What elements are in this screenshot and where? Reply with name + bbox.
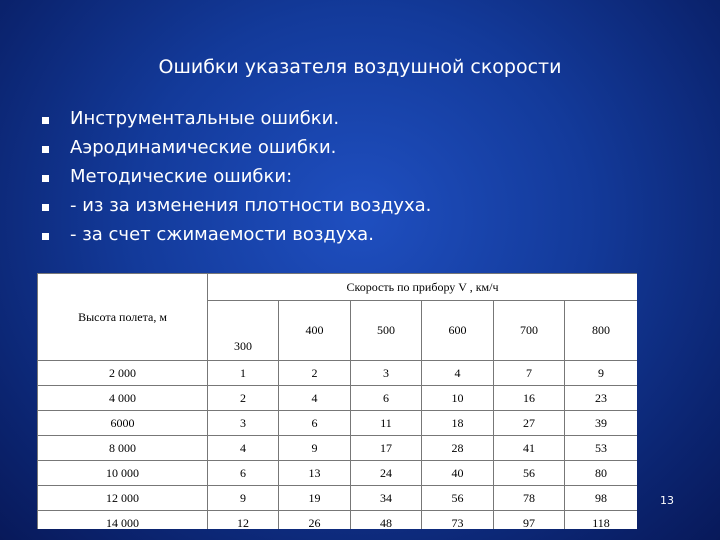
- table-row: [38, 461, 638, 486]
- bullet-text: - из за изменения плотности воздуха.: [70, 195, 432, 216]
- error-value-cell: 28: [422, 436, 494, 461]
- column-header: 500: [351, 301, 422, 361]
- error-value-cell: 26: [279, 511, 351, 530]
- error-value-cell: 3: [208, 411, 279, 436]
- error-value-cell: 56: [422, 486, 494, 511]
- table-row: [38, 411, 638, 436]
- altitude-cell: 14 000: [38, 511, 208, 530]
- error-value-cell: 98: [565, 486, 638, 511]
- square-bullet-icon: [42, 175, 49, 182]
- error-value-cell: 27: [494, 411, 565, 436]
- slide-title: Ошибки указателя воздушной скорости: [158, 56, 562, 78]
- error-value-cell: 41: [494, 436, 565, 461]
- table-row: [38, 486, 638, 511]
- error-value-cell: 18: [422, 411, 494, 436]
- square-bullet-icon: [42, 146, 49, 153]
- error-value-cell: 10: [422, 386, 494, 411]
- error-value-cell: 2: [279, 361, 351, 386]
- altitude-cell: 2 000: [38, 361, 208, 386]
- table-row: [38, 511, 638, 530]
- error-value-cell: 80: [565, 461, 638, 486]
- column-header: 600: [422, 301, 494, 361]
- speed-header: Скорость по прибору V , км/ч: [208, 274, 638, 301]
- bullet-text: Инструментальные ошибки.: [70, 108, 340, 129]
- altitude-cell: 12 000: [38, 486, 208, 511]
- bullet-text: Аэродинамические ошибки.: [70, 137, 337, 158]
- error-value-cell: 6: [351, 386, 422, 411]
- bullet-list: [40, 108, 431, 253]
- error-value-cell: 7: [494, 361, 565, 386]
- error-value-cell: 9: [208, 486, 279, 511]
- error-value-cell: 19: [279, 486, 351, 511]
- page-number: 13: [660, 494, 674, 507]
- error-value-cell: 34: [351, 486, 422, 511]
- error-value-cell: 6: [208, 461, 279, 486]
- error-value-cell: 4: [208, 436, 279, 461]
- error-value-cell: 39: [565, 411, 638, 436]
- bullet-text: Методические ошибки:: [70, 166, 293, 187]
- error-value-cell: 56: [494, 461, 565, 486]
- column-header: 700: [494, 301, 565, 361]
- table-row: [38, 436, 638, 461]
- error-value-cell: 9: [279, 436, 351, 461]
- error-value-cell: 17: [351, 436, 422, 461]
- altitude-cell: 8 000: [38, 436, 208, 461]
- error-table-container: [37, 273, 637, 529]
- error-value-cell: 4: [422, 361, 494, 386]
- error-value-cell: 1: [208, 361, 279, 386]
- bullet-item: [40, 166, 431, 195]
- altitude-cell: 6000: [38, 411, 208, 436]
- error-value-cell: 118: [565, 511, 638, 530]
- table-body: [38, 361, 638, 530]
- error-value-cell: 4: [279, 386, 351, 411]
- error-value-cell: 53: [565, 436, 638, 461]
- altitude-cell: 4 000: [38, 386, 208, 411]
- error-value-cell: 12: [208, 511, 279, 530]
- error-value-cell: 78: [494, 486, 565, 511]
- altitude-header: Высота полета, м: [38, 274, 208, 361]
- altitude-cell: 10 000: [38, 461, 208, 486]
- error-value-cell: 2: [208, 386, 279, 411]
- error-value-cell: 73: [422, 511, 494, 530]
- error-table: [37, 273, 637, 529]
- column-header: 400: [279, 301, 351, 361]
- bullet-item: [40, 108, 431, 137]
- error-value-cell: 48: [351, 511, 422, 530]
- table-row: [38, 386, 638, 411]
- bullet-item: [40, 195, 431, 224]
- error-value-cell: 13: [279, 461, 351, 486]
- square-bullet-icon: [42, 204, 49, 211]
- error-value-cell: 3: [351, 361, 422, 386]
- bullet-item: [40, 137, 431, 166]
- error-value-cell: 16: [494, 386, 565, 411]
- error-value-cell: 97: [494, 511, 565, 530]
- error-value-cell: 11: [351, 411, 422, 436]
- square-bullet-icon: [42, 233, 49, 240]
- column-header: 800: [565, 301, 638, 361]
- bullet-text: - за счет сжимаемости воздуха.: [70, 224, 374, 245]
- error-value-cell: 9: [565, 361, 638, 386]
- table-header-row: [38, 274, 638, 301]
- table-row: [38, 361, 638, 386]
- error-value-cell: 24: [351, 461, 422, 486]
- square-bullet-icon: [42, 117, 49, 124]
- column-header: 300: [208, 301, 279, 361]
- error-value-cell: 40: [422, 461, 494, 486]
- error-value-cell: 23: [565, 386, 638, 411]
- bullet-item: [40, 224, 431, 253]
- error-value-cell: 6: [279, 411, 351, 436]
